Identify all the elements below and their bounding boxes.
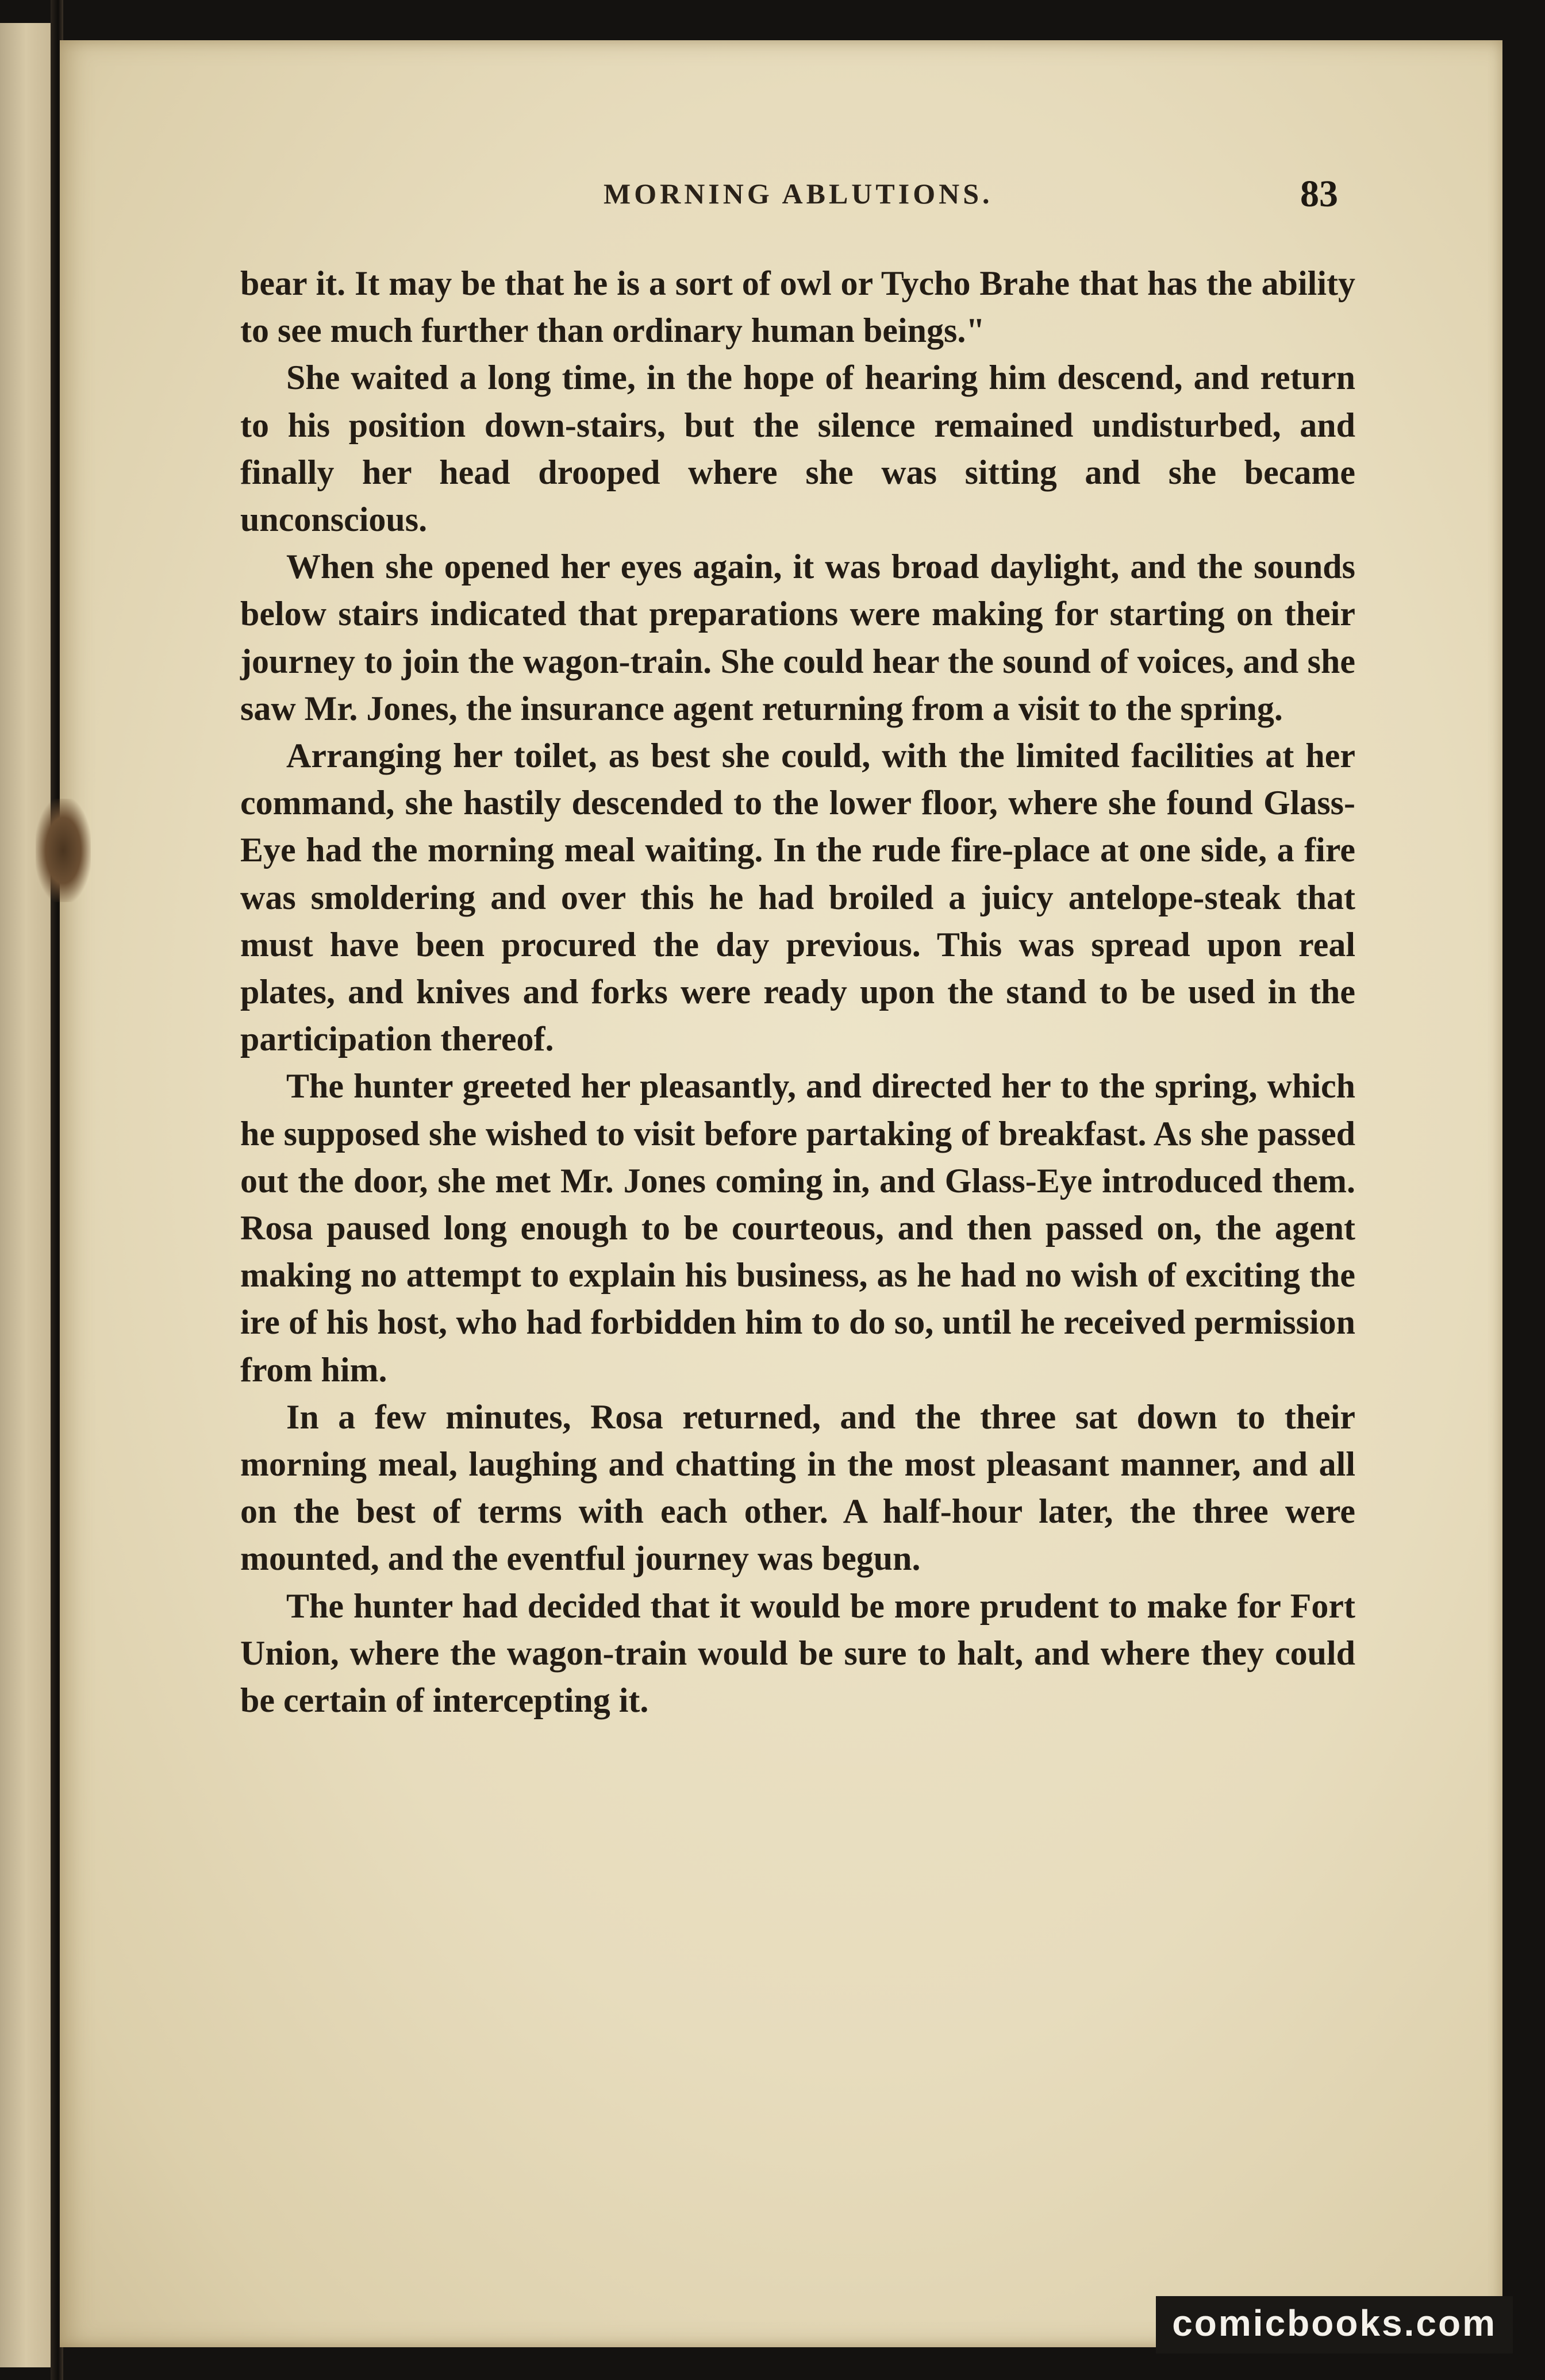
- paragraph: The hunter greeted her pleasantly, and directed her to the spring, which he supposed she wished to visit before partaking of breakfast. As she passed out the door, she met Mr. Jones coming in, and Glass-Eye introduced them. Rosa paused long enough to be courteous, and then passed on, the agent making no attempt to explain his business, as he had no wish of exciting the ire of his host, who had forbidden him to do so, until he received permission from him.: [240, 1067, 1355, 1389]
- paragraph: In a few minutes, Rosa returned, and the three sat down to their morning meal, laughing and chatting in the most pleasant manner, and all on the best of terms with each other. A half-hour later, the three were mounted, and the eventful journey was begun.: [240, 1397, 1355, 1578]
- body-text: [240, 260, 1355, 1724]
- paragraph: Arranging her toilet, as best she could, with the limited facilities at her command, she hastily descended to the lower floor, where she found Glass-Eye had the morning meal waiting. In the rude fire-place at one side, a fire was smoldering and over this he had broiled a juicy antelope-steak that must have been procured the day previous. This was spread upon real plates, and knives and forks were ready upon the stand to be used in the participation thereof.: [240, 737, 1355, 1058]
- page-number: 83: [1300, 173, 1338, 215]
- running-head: MORNING ABLUTIONS.: [604, 178, 993, 210]
- paragraph: She waited a long time, in the hope of hearing him descend, and return to his position down-stairs, but the silence remained undisturbed, and finally her head drooped where she was sitting and she became unconscious.: [240, 359, 1355, 539]
- paragraph: When she opened her eyes again, it was broad daylight, and the sounds below stairs indicated that preparations were making for starting on their journey to join the wagon-train. She could hear the sound of voices, and she saw Mr. Jones, the insurance agent returning from a visit to the spring.: [240, 548, 1355, 727]
- watermark-logo: comicbooks.com: [1156, 2296, 1513, 2354]
- page-header: [0, 172, 1545, 218]
- page-tear-mark: [36, 799, 91, 902]
- paragraph: The hunter had decided that it would be more prudent to make for Fort Union, where the wagon-train would be sure to halt, and where they could be certain of intercepting it.: [240, 1586, 1355, 1720]
- paragraph: bear it. It may be that he is a sort of owl or Tycho Brahe that has the ability to see much further than ordinary human beings.": [240, 264, 1355, 350]
- left-page-edge: [0, 23, 57, 2367]
